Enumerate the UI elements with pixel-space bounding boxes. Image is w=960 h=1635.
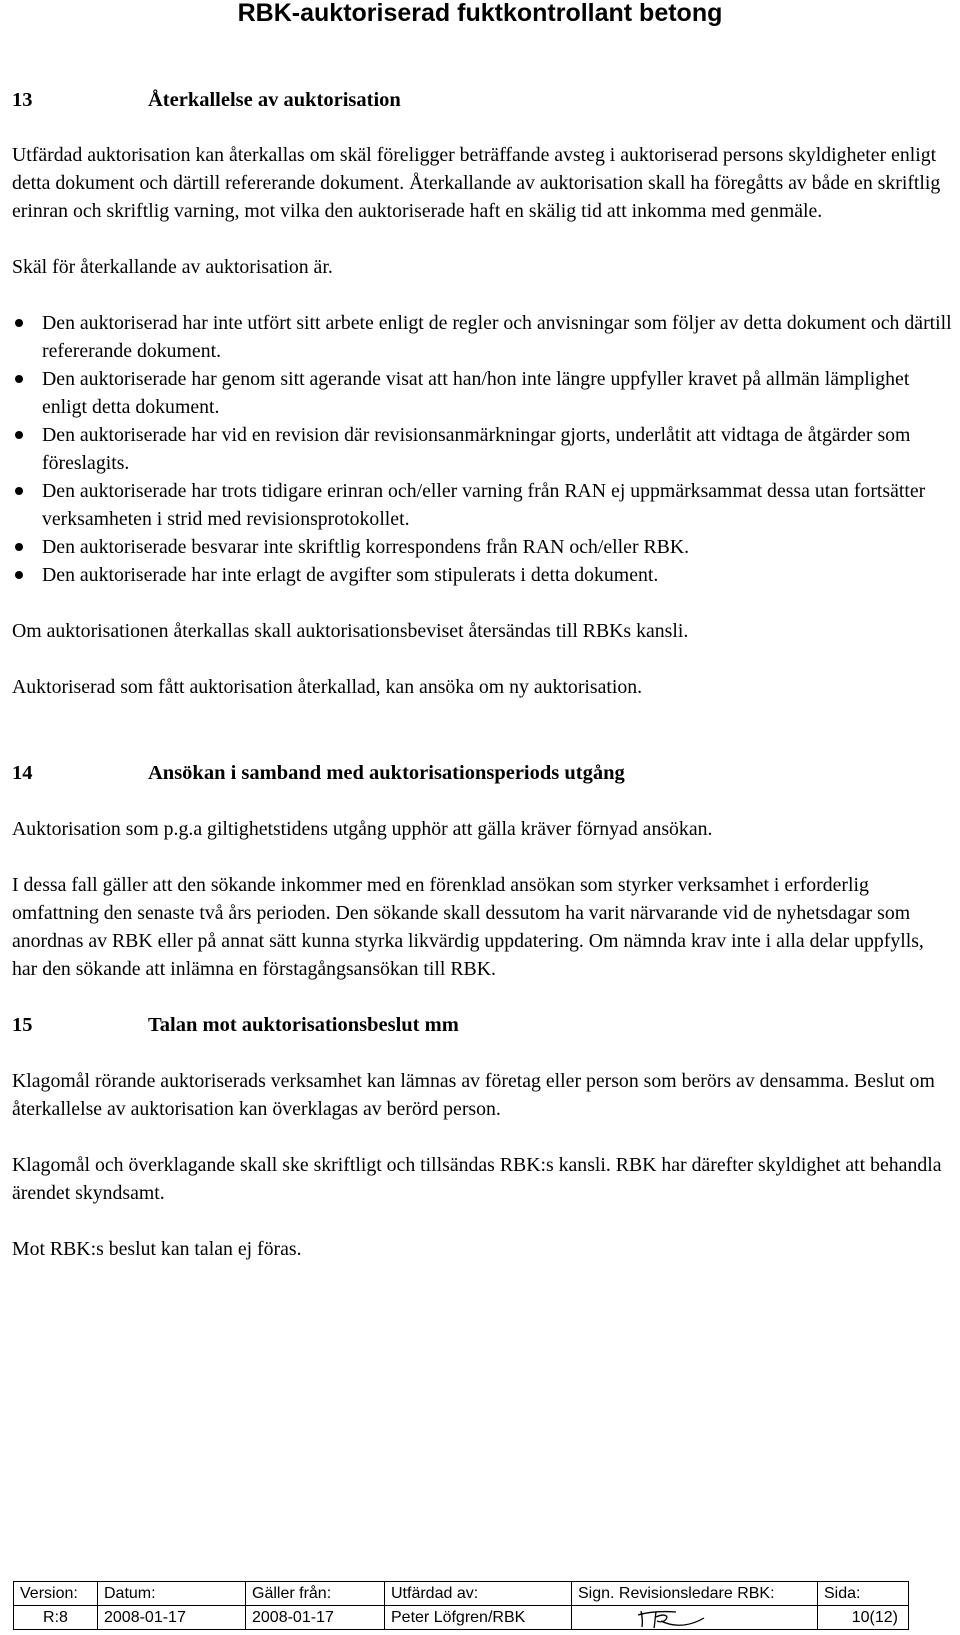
section-15-heading — [12, 1011, 952, 1039]
document-body — [12, 86, 952, 1263]
document-header-title: RBK-auktoriserad fuktkontrollant betong — [237, 0, 723, 27]
footer-value-row — [14, 1606, 909, 1630]
section-13-number: 13 — [12, 89, 33, 111]
footer-table — [13, 1581, 909, 1630]
footer-valid-from-label: Gäller från: — [246, 1582, 385, 1606]
section-14-title: Ansökan i samband med auktorisationsperiods utgång — [148, 762, 625, 784]
section-13-heading — [12, 86, 952, 114]
reason-list-item: Den auktoriserade har vid en revision där revisionsanmärkningar gjorts, underlåtit att vidtaga de åtgärder som föreslagits. — [12, 421, 952, 477]
reason-list-item: Den auktoriserade har inte erlagt de avgifter som stipulerats i detta dokument. — [12, 561, 952, 589]
section-15-paragraph-3: Mot RBK:s beslut kan talan ej föras. — [12, 1238, 302, 1260]
section-13-reasons-lead: Skäl för återkallande av auktorisation är. — [12, 256, 333, 278]
reason-list-item: Den auktoriserade besvarar inte skriftlig korrespondens från RAN och/eller RBK. — [12, 533, 952, 561]
footer-page-value: 10(12) — [818, 1606, 909, 1630]
footer-page-label: Sida: — [818, 1582, 909, 1606]
document-footer — [13, 1581, 909, 1630]
section-14-heading — [12, 759, 952, 787]
reason-list-item: Den auktoriserade har trots tidigare erinran och/eller varning från RAN ej uppmärksammat dessa utan fortsätter verksamheten i strid med revisionsprotokollet. — [12, 477, 952, 533]
footer-issued-by-value: Peter Löfgren/RBK — [385, 1606, 572, 1630]
section-15-paragraph-1: Klagomål rörande auktoriserads verksamhet kan lämnas av företag eller person som berörs av densamma. Beslut om återkallelse av auktorisation kan överklagas av berörd person. — [12, 1070, 935, 1120]
footer-date-value: 2008-01-17 — [98, 1606, 246, 1630]
footer-valid-from-value: 2008-01-17 — [246, 1606, 385, 1630]
section-15-number: 15 — [12, 1014, 33, 1036]
section-13-title: Återkallelse av auktorisation — [148, 89, 401, 111]
section-13-return-note: Om auktorisationen återkallas skall auktorisationsbeviset återsändas till RBKs kansli. — [12, 620, 689, 642]
footer-issued-by-label: Utfärdad av: — [385, 1582, 572, 1606]
footer-label-row — [14, 1582, 909, 1606]
footer-version-label: Version: — [14, 1582, 98, 1606]
section-15-paragraph-2: Klagomål och överklagande skall ske skriftligt och tillsändas RBK:s kansli. RBK har därefter skyldighet att behandla ärendet skyndsamt. — [12, 1154, 942, 1204]
section-13-reapply-note: Auktoriserad som fått auktorisation återkallad, kan ansöka om ny auktorisation. — [12, 676, 643, 698]
section-13-reasons-list — [12, 309, 952, 589]
signature-image — [634, 1607, 714, 1629]
section-15-title: Talan mot auktorisationsbeslut mm — [148, 1014, 459, 1036]
section-14-number: 14 — [12, 762, 33, 784]
reason-list-item: Den auktoriserad har inte utfört sitt arbete enligt de regler och anvisningar som följer av detta dokument och därtill refererande dokument. — [12, 309, 952, 365]
footer-version-value: R:8 — [14, 1606, 98, 1630]
section-13-intro: Utfärdad auktorisation kan återkallas om skäl föreligger beträffande avsteg i auktoriserad persons skyldigheter enligt detta dokument och därtill refererande dokument. Återkallande av auktorisation skall ha föregåtts av både en skriftlig erinran och skriftlig varning, mot vilka den auktoriserade haft en skälig tid att inkomma med genmäle. — [12, 144, 941, 222]
section-14-paragraph-1: Auktorisation som p.g.a giltighetstidens utgång upphör att gälla kräver förnyad ansökan. — [12, 818, 713, 840]
section-14-paragraph-2: I dessa fall gäller att den sökande inkommer med en förenklad ansökan som styrker verksamhet i erforderlig omfattning den senaste två års perioden. Den sökande skall dessutom ha varit närvarande vid de nyhetsdagar som anordnas av RBK eller på annat sätt kunna styrka likvärdig uppdatering. Om nämnda krav inte i alla delar uppfylls, har den sökande att inlämna en förstagångsansökan till RBK. — [12, 874, 924, 980]
footer-date-label: Datum: — [98, 1582, 246, 1606]
reason-list-item: Den auktoriserade har genom sitt agerande visat att han/hon inte längre uppfyller kravet på allmän lämplighet enligt detta dokument. — [12, 365, 952, 421]
footer-signature-cell — [572, 1606, 818, 1630]
footer-sign-label: Sign. Revisionsledare RBK: — [572, 1582, 818, 1606]
